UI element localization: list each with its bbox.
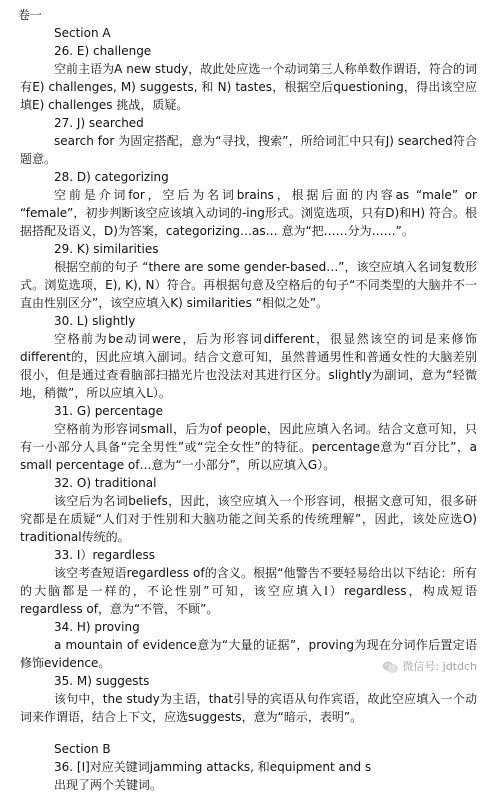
wechat-icon <box>382 660 398 674</box>
section-b-title: Section B <box>54 742 111 756</box>
answer-item-32 <box>10 474 477 546</box>
answer-head: 27. J) searched <box>54 116 144 130</box>
section-a-title: Section A <box>54 26 111 40</box>
answer-head: 26. E) challenge <box>54 44 152 58</box>
answer-item-26 <box>10 42 477 114</box>
answer-explanation: 空格前为be动词were，后为形容词different，很显然该空的词是来修饰different的，因此应填入副词。结合文意可知，虽然普通男性和普通女性的大脑差别很小，但是通过查看脑部扫描光片也没法对其进行区分。slightly为副词，意为“轻微地，稍微”，所以应填入L）。 <box>20 332 477 400</box>
watermark <box>382 658 477 676</box>
answer-explanation: a mountain of evidence意为“大量的证据”，proving为现在分词作后置定语修饰evidence。 <box>20 638 477 670</box>
answer-head: 31. G) percentage <box>54 404 164 418</box>
answer-explanation: 该句中，the study为主语，that引导的宾语从句作宾语，故此空应填入一个动词来作谓语，结合上下文，应选suggests，意为“暗示，表明”。 <box>20 692 477 724</box>
answer-item-27 <box>10 114 477 168</box>
answer-head: 30. L) slightly <box>54 314 136 328</box>
answer-explanation: 出现了两个关键词。 <box>54 778 163 792</box>
watermark-text: 微信号: jdtdch <box>402 660 477 673</box>
answer-head: 34. H) proving <box>54 620 140 634</box>
answer-head: 32. O) traditional <box>54 476 157 490</box>
answer-item-31 <box>10 402 477 474</box>
answer-explanation: 空前主语为A new study，故此处应选一个动词第三人称单数作谓语，符合的词有E) challenges, M) suggests, 和 N) tastes，根据空后questioning，得出该空应填E) challenges 挑战，质疑。 <box>20 62 477 112</box>
answer-head: 29. K) similarities <box>54 242 159 256</box>
answer-item-36 <box>10 758 477 794</box>
answer-explanation: search for 为固定搭配，意为“寻找，搜索”，所给词汇中只有J) searched符合题意。 <box>20 134 477 166</box>
answer-explanation: 根据空前的句子 “there are some gender-based…”，该空应填入名词复数形式。浏览选项，E), K), N）符合。再根据句意及空格后的句子“不同类型的大脑并不一直由性别区分”，该空应填入K) similarities “相似之处”。 <box>20 260 477 310</box>
answer-item-29 <box>10 240 477 312</box>
answer-item-35 <box>10 672 477 726</box>
volume-label: 卷一 <box>18 8 43 22</box>
answer-explanation: 该空后为名词beliefs，因此，该空应填入一个形容词，根据文意可知，很多研究都是在质疑“人们对于性别和大脑功能之间关系的传统理解”，因此，该处应选O) traditional传统的。 <box>20 494 477 544</box>
answer-item-30 <box>10 312 477 402</box>
answer-item-33 <box>10 546 477 618</box>
answer-explanation: 该空考查短语regardless of的含义。根据“他警告不要轻易给出以下结论：所有的大脑都是一样的，不论性别”可知，该空应填入I）regardless，构成短语regardless of，意为“不管，不顾”。 <box>20 566 477 616</box>
answer-head: 35. M) suggests <box>54 674 150 688</box>
answer-head: 33. I）regardless <box>54 548 156 562</box>
section-spacer <box>10 726 477 740</box>
answer-item-28 <box>10 168 477 240</box>
answer-explanation: 空前是介词for，空后为名词brains，根据后面的内容as “male” or “female”，初步判断该空应该填入动词的-ing形式。浏览选项，只有D)和H) 符合。根据搭配及语义，D)为答案，categorizing…as… 意为“把……分为……”。 <box>20 188 477 238</box>
answer-head: 36. [I]对应关键词jamming attacks, 和equipment and s <box>54 760 372 774</box>
answer-explanation: 空格前为形容词small，后为of people，因此应填入名词。结合文意可知，只有一小部分人具备“完全男性”或“完全女性”的特征。percentage意为“百分比”，a small percentage of…意为“一小部分”，所以应填入G）。 <box>20 422 477 472</box>
answer-head: 28. D) categorizing <box>54 170 169 184</box>
